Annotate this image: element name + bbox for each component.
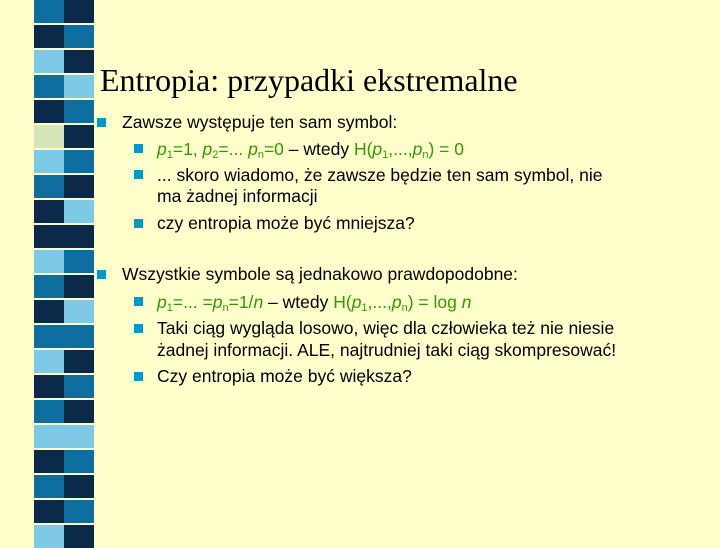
square-bullet-icon [134,170,143,179]
stripe-square [64,200,94,223]
stripe-square [64,275,94,298]
stripe-square [64,250,94,273]
stripe-square [34,275,64,298]
stripe-square [34,150,64,173]
stripe-square [34,475,64,498]
square-bullet-icon [134,324,143,333]
stripe-square [34,375,64,398]
stripe-square [64,175,94,198]
section-1-heading: Zawsze występuje ten sam symbol: [122,112,398,132]
stripe-square [34,50,64,73]
stripe-square [34,250,64,273]
stripe-square [34,325,64,348]
section-2-heading: Wszystkie symbole są jednakowo prawdopodobne: [122,264,518,284]
stripe-square [34,450,64,473]
slide-title: Entropia: przypadki ekstremalne [100,62,518,98]
stripe-square [34,25,64,48]
stripe-square [64,450,94,473]
square-bullet-icon [97,118,106,127]
decorative-stripe [0,0,100,540]
stripe-square [64,425,94,448]
stripe-square [64,300,94,323]
stripe-square [64,475,94,498]
stripe-square [64,225,94,248]
stripe-square [64,375,94,398]
stripe-square [34,125,64,148]
stripe-square [34,525,64,548]
stripe-square [34,200,64,223]
square-bullet-icon [134,219,143,228]
stripe-square [34,0,64,23]
section-1-formula: $p_1=1$, $p_2=$... $p_n=0$ – wtedy $H(p_1,...,p_n) = 0$ [157,139,464,161]
stripe-square [34,75,64,98]
stripe-square [64,350,94,373]
section-2-item-2-line-1: Taki ciąg wygląda losowo, więc dla człowieka też nie niesie [157,318,615,338]
stripe-square [34,100,64,123]
stripe-square [64,125,94,148]
stripe-square [34,500,64,523]
stripe-square [34,400,64,423]
stripe-square [64,0,94,23]
square-bullet-icon [134,372,143,381]
stripe-square [64,400,94,423]
stripe-square [34,225,64,248]
section-1-item-2-line-2: ma żadnej informacji [157,186,318,206]
section-1-item-2-line-1: ... skoro wiadomo, że zawsze będzie ten sam symbol, nie [157,165,603,185]
section-2-item-3: Czy entropia może być większa? [157,366,412,386]
stripe-square [64,75,94,98]
stripe-square [34,350,64,373]
stripe-square [64,50,94,73]
square-bullet-icon [134,144,143,153]
stripe-square [64,25,94,48]
stripe-square [34,175,64,198]
section-2-item-2-line-2: żadnej informacji. ALE, najtrudniej taki ciąg skompresować! [157,340,617,360]
section-1-item-3: czy entropia może być mniejsza? [157,213,415,233]
stripe-square [64,325,94,348]
stripe-square [64,100,94,123]
stripe-square [64,500,94,523]
stripe-square [64,150,94,173]
square-bullet-icon [134,297,143,306]
section-2-formula: $p_1=$... $=p_n=1/n$ – wtedy $H(p_1,...,p_n) = \log n$ [157,292,472,314]
square-bullet-icon [97,270,106,279]
stripe-square [34,300,64,323]
stripe-square [34,425,64,448]
stripe-square [64,525,94,548]
